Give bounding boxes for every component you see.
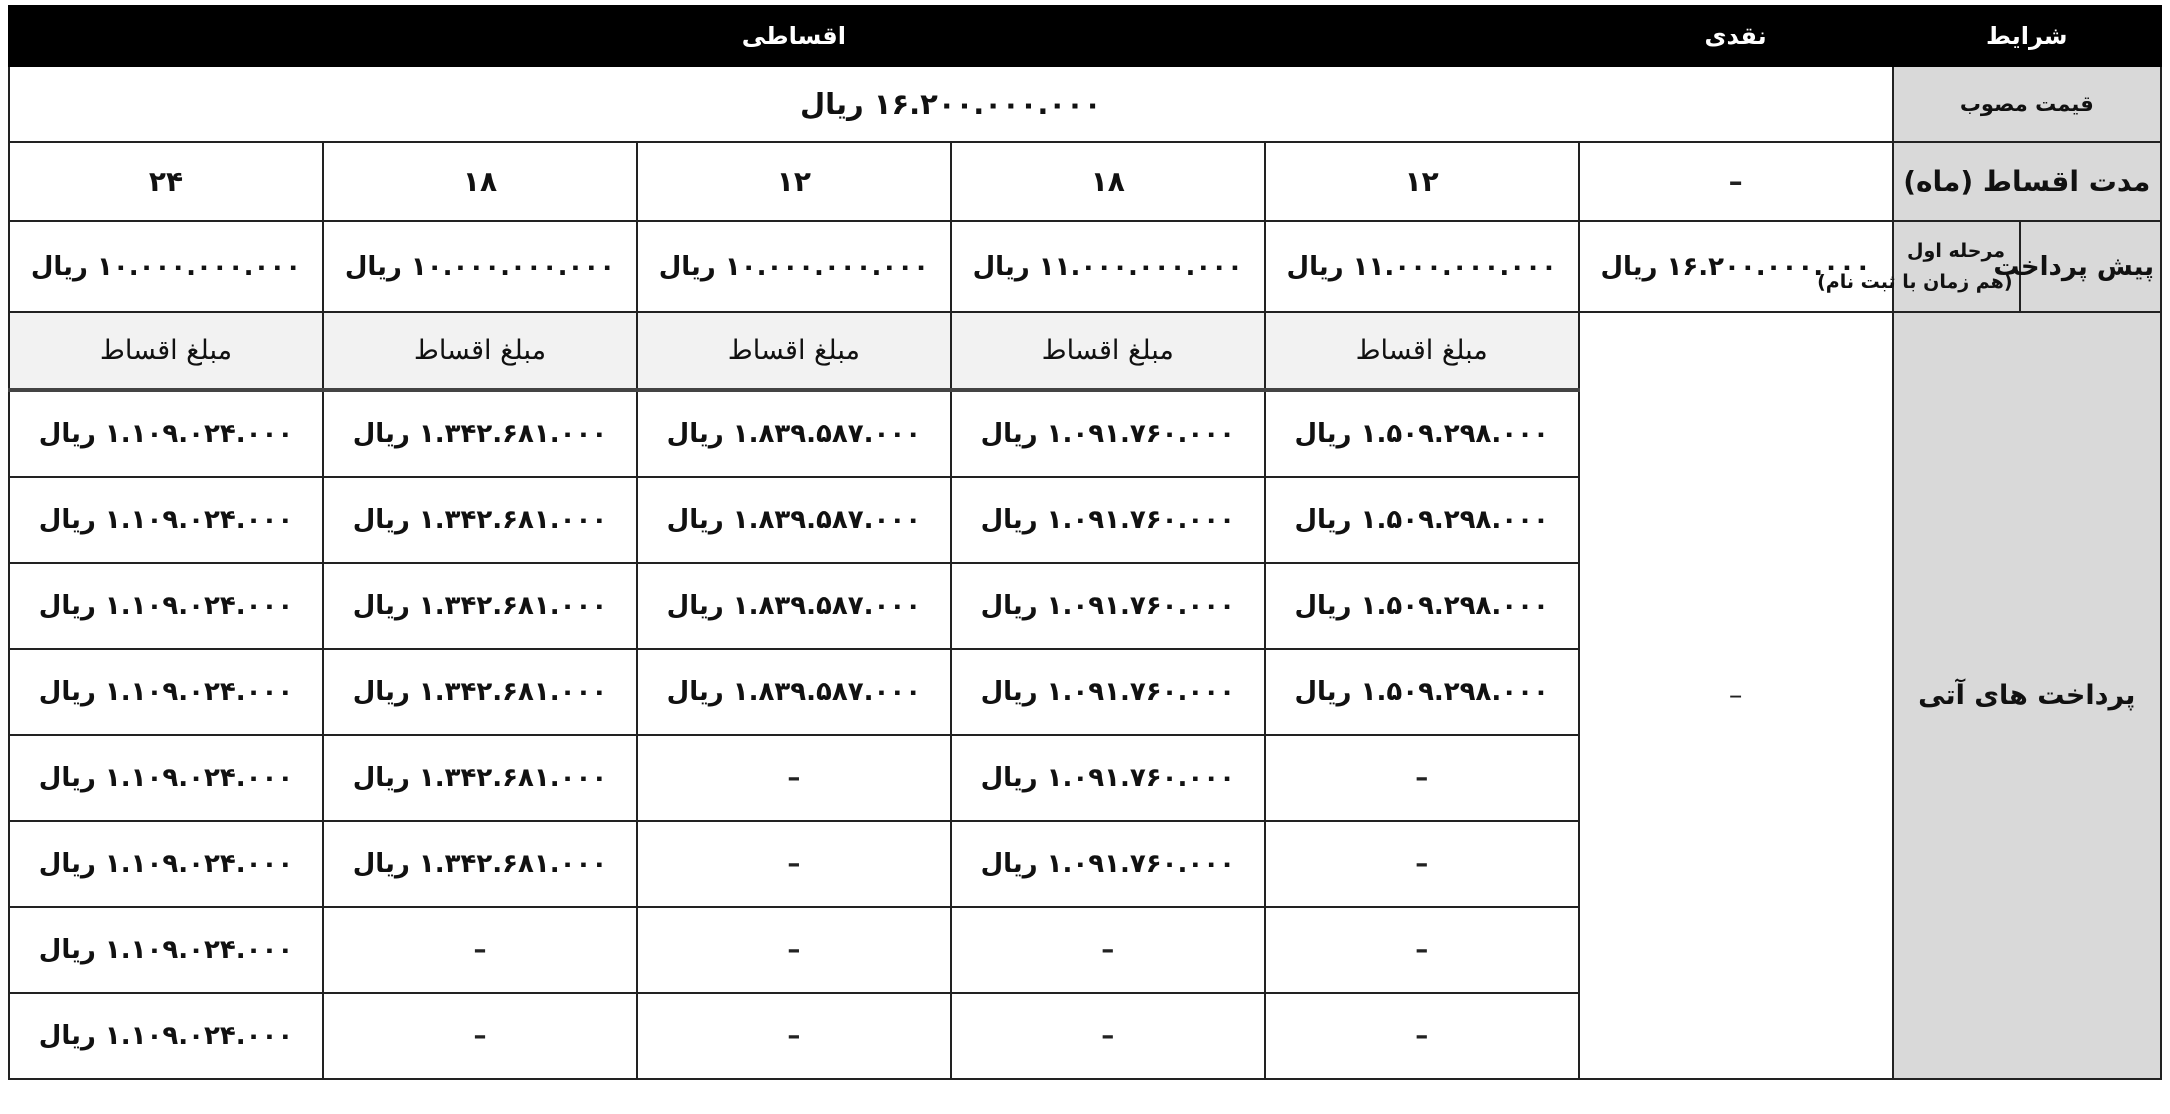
duration-plan-3: ۱۲: [637, 142, 951, 221]
prepayment-label: پیش پرداخت: [2020, 221, 2161, 312]
installment-cell: ۱.۳۴۲.۶۸۱.۰۰۰ ریال: [323, 390, 637, 477]
installment-header-row: [9, 312, 2161, 390]
installment-cell: ۱.۱۰۹.۰۲۴.۰۰۰ ریال: [9, 649, 323, 735]
stage-line-2: (هم زمان با ثبت نام): [1817, 270, 2013, 293]
prepayment-row: [9, 221, 2161, 312]
duration-plan-4: ۱۸: [323, 142, 637, 221]
installment-cell: ۱.۵۰۹.۲۹۸.۰۰۰ ریال: [1265, 477, 1579, 563]
installment-cell: ۱.۸۳۹.۵۸۷.۰۰۰ ریال: [637, 563, 951, 649]
installment-cell: ۱.۱۰۹.۰۲۴.۰۰۰ ریال: [9, 477, 323, 563]
stage-line-1: مرحله اول: [1907, 240, 2006, 263]
installment-cell: –: [637, 735, 951, 821]
prepayment-plan-2: ۱۱.۰۰۰.۰۰۰.۰۰۰ ریال: [951, 221, 1265, 312]
installment-cell: –: [1265, 821, 1579, 907]
installment-cell: ۱.۳۴۲.۶۸۱.۰۰۰ ریال: [323, 735, 637, 821]
prepayment-plan-1: ۱۱.۰۰۰.۰۰۰.۰۰۰ ریال: [1265, 221, 1579, 312]
installment-cell: ۱.۸۳۹.۵۸۷.۰۰۰ ریال: [637, 390, 951, 477]
installment-cell: ۱.۵۰۹.۲۹۸.۰۰۰ ریال: [1265, 390, 1579, 477]
installment-cell: ۱.۰۹۱.۷۶۰.۰۰۰ ریال: [951, 735, 1265, 821]
installment-cell: ۱.۱۰۹.۰۲۴.۰۰۰ ریال: [9, 735, 323, 821]
installment-cell: –: [1265, 993, 1579, 1079]
installment-cell: ۱.۱۰۹.۰۲۴.۰۰۰ ریال: [9, 907, 323, 993]
cash-duration: –: [1579, 142, 1893, 221]
installment-header: اقساطی: [9, 6, 1579, 66]
installment-cell: ۱.۱۰۹.۰۲۴.۰۰۰ ریال: [9, 390, 323, 477]
installment-amount-header: مبلغ اقساط: [951, 312, 1265, 390]
prepayment-plan-3: ۱۰.۰۰۰.۰۰۰.۰۰۰ ریال: [637, 221, 951, 312]
cash-header: نقدی: [1579, 6, 1893, 66]
installment-amount-header: مبلغ اقساط: [323, 312, 637, 390]
installment-cell: ۱.۱۰۹.۰۲۴.۰۰۰ ریال: [9, 563, 323, 649]
installment-amount-header: مبلغ اقساط: [9, 312, 323, 390]
installment-cell: –: [637, 993, 951, 1079]
header-row: [9, 6, 2161, 66]
duration-plan-1: ۱۲: [1265, 142, 1579, 221]
installment-cell: ۱.۳۴۲.۶۸۱.۰۰۰ ریال: [323, 649, 637, 735]
installment-cell: ۱.۱۰۹.۰۲۴.۰۰۰ ریال: [9, 993, 323, 1079]
installment-cell: ۱.۰۹۱.۷۶۰.۰۰۰ ریال: [951, 477, 1265, 563]
prepayment-plan-5: ۱۰.۰۰۰.۰۰۰.۰۰۰ ریال: [9, 221, 323, 312]
installment-amount-header: مبلغ اقساط: [1265, 312, 1579, 390]
installment-cell: ۱.۳۴۲.۶۸۱.۰۰۰ ریال: [323, 821, 637, 907]
installment-cell: –: [637, 907, 951, 993]
conditions-header: شرایط: [1893, 6, 2161, 66]
duration-label: مدت اقساط (ماه): [1893, 142, 2161, 221]
installment-cell: ۱.۰۹۱.۷۶۰.۰۰۰ ریال: [951, 563, 1265, 649]
installment-cell: ۱.۳۴۲.۶۸۱.۰۰۰ ریال: [323, 477, 637, 563]
cash-prepayment: ۱۶.۲۰۰.۰۰۰.۰۰۰ ریال: [1579, 221, 1893, 312]
installment-cell: –: [323, 907, 637, 993]
cash-future-payments: –: [1579, 312, 1893, 1079]
duration-plan-2: ۱۸: [951, 142, 1265, 221]
installment-cell: –: [323, 993, 637, 1079]
duration-row: [9, 142, 2161, 221]
installment-cell: –: [1265, 907, 1579, 993]
installment-cell: ۱.۱۰۹.۰۲۴.۰۰۰ ریال: [9, 821, 323, 907]
installment-cell: –: [951, 907, 1265, 993]
prepayment-plan-4: ۱۰.۰۰۰.۰۰۰.۰۰۰ ریال: [323, 221, 637, 312]
installment-cell: –: [637, 821, 951, 907]
approved-price-row: [9, 66, 2161, 142]
approved-price-label: قیمت مصوب: [1893, 66, 2161, 142]
approved-price-value: ۱۶.۲۰۰.۰۰۰.۰۰۰ ریال: [9, 66, 1893, 142]
installment-amount-header: مبلغ اقساط: [637, 312, 951, 390]
installment-cell: ۱.۵۰۹.۲۹۸.۰۰۰ ریال: [1265, 563, 1579, 649]
installment-cell: ۱.۳۴۲.۶۸۱.۰۰۰ ریال: [323, 563, 637, 649]
installment-cell: ۱.۵۰۹.۲۹۸.۰۰۰ ریال: [1265, 649, 1579, 735]
duration-plan-5: ۲۴: [9, 142, 323, 221]
installment-cell: ۱.۸۳۹.۵۸۷.۰۰۰ ریال: [637, 649, 951, 735]
installment-cell: ۱.۰۹۱.۷۶۰.۰۰۰ ریال: [951, 649, 1265, 735]
pricing-table: [8, 5, 2162, 1080]
installment-cell: –: [1265, 735, 1579, 821]
installment-cell: ۱.۰۹۱.۷۶۰.۰۰۰ ریال: [951, 821, 1265, 907]
installment-cell: ۱.۸۳۹.۵۸۷.۰۰۰ ریال: [637, 477, 951, 563]
future-payments-label: پرداخت های آتی: [1893, 312, 2161, 1079]
installment-cell: –: [951, 993, 1265, 1079]
installment-cell: ۱.۰۹۱.۷۶۰.۰۰۰ ریال: [951, 390, 1265, 477]
